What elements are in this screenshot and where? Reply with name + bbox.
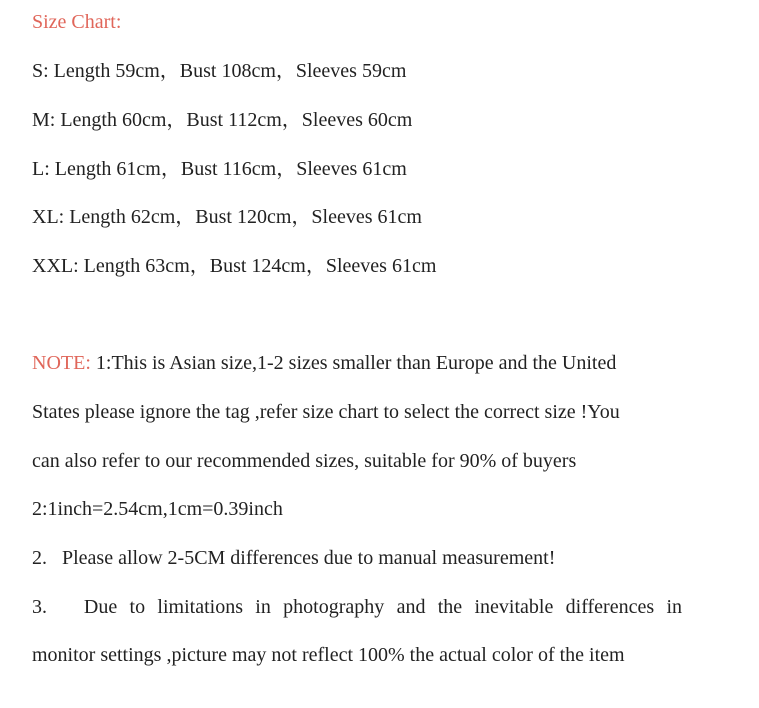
size-row-s: S: Length 59cm，Bust 108cm，Sleeves 59cm	[32, 60, 407, 82]
note-line-3: can also refer to our recommended sizes, suitable for 90% of buyers	[32, 450, 577, 472]
note-text: 1:This is Asian size,1-2 sizes smaller than Europe and the United	[90, 352, 617, 374]
size-chart-heading: Size Chart:	[32, 11, 122, 33]
size-row-xxl: XXL: Length 63cm，Bust 124cm，Sleeves 61cm	[32, 255, 437, 277]
note-line-1	[32, 351, 616, 375]
note-line-4: 2:1inch=2.54cm,1cm=0.39inch	[32, 498, 283, 520]
size-row-m: M: Length 60cm，Bust 112cm，Sleeves 60cm	[32, 109, 413, 131]
note-line-6: 3. Due to limitations in photography and the inevitable differences in	[32, 596, 682, 618]
note-line-7: monitor settings ,picture may not reflect 100% the actual color of the item	[32, 644, 625, 666]
note-line-5: 2. Please allow 2-5CM differences due to manual measurement!	[32, 547, 556, 569]
size-row-xl: XL: Length 62cm，Bust 120cm，Sleeves 61cm	[32, 206, 422, 228]
note-label: NOTE:	[32, 352, 91, 374]
size-row-l: L: Length 61cm，Bust 116cm，Sleeves 61cm	[32, 158, 407, 180]
note-line-2: States please ignore the tag ,refer size chart to select the correct size !You	[32, 401, 620, 423]
